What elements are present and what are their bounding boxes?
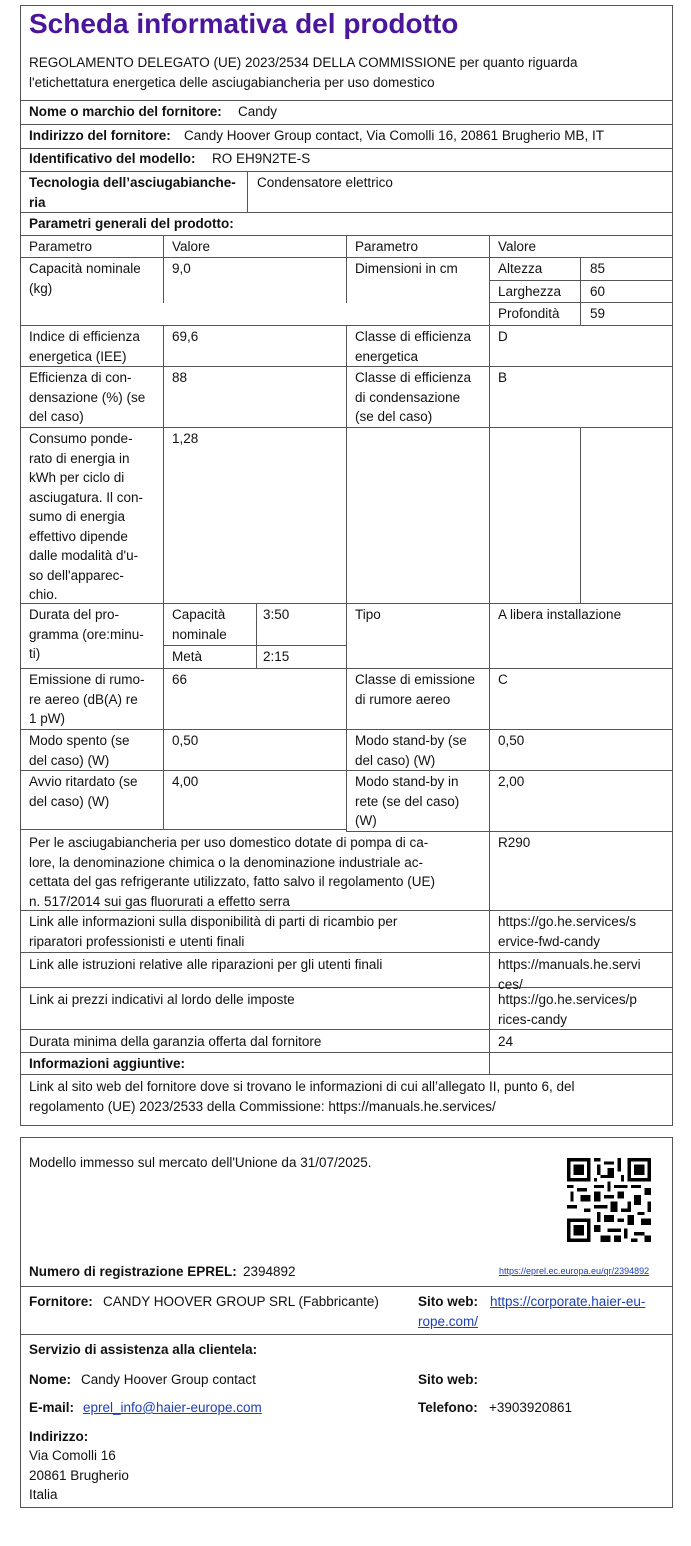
capacity-value: 9,0 bbox=[172, 261, 191, 276]
duration-full-label: Capacità nominale bbox=[172, 607, 227, 642]
supplier-website-link[interactable]: https://corporate.haier-eu- rope.com/ bbox=[418, 1294, 646, 1329]
standby-label: Modo stand-by (se del caso) (W) bbox=[355, 733, 467, 768]
additional-info-text: Link al sito web del fornitore dove si trovano le informazioni di cui all’allegato II, punto 6, del regolamento (UE) 2023/2533 della Commissione: https://manuals.he.services/ bbox=[29, 1079, 575, 1114]
width-label: Larghezza bbox=[498, 284, 562, 299]
supplier-address-value: Candy Hoover Group contact, Via Comolli 16, 20861 Brugherio MB, IT bbox=[184, 128, 604, 143]
supplier-website-label: Sito web: bbox=[418, 1294, 478, 1309]
type-label: Tipo bbox=[355, 607, 381, 622]
duration-full-value: 3:50 bbox=[263, 607, 290, 622]
dryer-technology-label: Tecnologia dell’asciugabianche- ria bbox=[29, 175, 236, 210]
service-address-value: Via Comolli 16 20861 Brugherio Italia bbox=[29, 1448, 129, 1502]
warranty-value: 24 bbox=[498, 1034, 514, 1049]
qr-code-icon bbox=[567, 1158, 651, 1242]
regulation-text: REGOLAMENTO DELEGATO (UE) 2023/2534 DELLA COMMISSIONE per quanto riguarda l'etichettatura energetica delle asciugabiancheria per uso domestico bbox=[29, 55, 578, 90]
depth-label: Profondità bbox=[498, 306, 560, 321]
height-label: Altezza bbox=[498, 261, 543, 276]
off-mode-value: 0,50 bbox=[172, 733, 199, 748]
col-header-param: Parametro bbox=[29, 239, 93, 254]
delay-start-label: Avvio ritardato (se del caso) (W) bbox=[29, 774, 138, 809]
model-id-value: RO EH9N2TE-S bbox=[212, 151, 311, 166]
condensation-efficiency-value: 88 bbox=[172, 370, 188, 385]
dimensions-label: Dimensioni in cm bbox=[355, 261, 458, 276]
service-phone-value: +3903920861 bbox=[489, 1400, 572, 1415]
network-standby-label: Modo stand-by in rete (se del caso) (W) bbox=[355, 774, 460, 828]
energy-consumption-label: Consumo ponde- rato di energia in kWh per ciclo di asciugatura. Il con- sumo di energia effettivo dipende dalle modalità d'u- so dell'apparec- chio. bbox=[29, 431, 144, 602]
indicative-prices-link[interactable]: https://go.he.services/p rices-candy bbox=[498, 992, 637, 1027]
service-name-label: Nome: bbox=[29, 1372, 72, 1387]
supplier-manufacturer-label: Fornitore: bbox=[29, 1294, 93, 1309]
energy-class-value: D bbox=[498, 329, 508, 344]
service-website-label: Sito web: bbox=[418, 1372, 478, 1387]
duration-half-label: Metà bbox=[172, 649, 203, 664]
depth-value: 59 bbox=[590, 306, 606, 321]
service-phone-label: Telefono: bbox=[418, 1400, 478, 1415]
eei-label: Indice di efficienza energetica (IEE) bbox=[29, 329, 140, 364]
supplier-name-label: Nome o marchio del fornitore: bbox=[29, 104, 222, 119]
noise-emission-label: Emissione di rumo- re aereo (dB(A) re 1 pW) bbox=[29, 672, 145, 726]
network-standby-value: 2,00 bbox=[498, 774, 525, 789]
type-value: A libera installazione bbox=[498, 607, 622, 622]
spare-parts-link[interactable]: https://go.he.services/s ervice-fwd-candy bbox=[498, 914, 637, 949]
condensation-efficiency-label: Efficienza di con- densazione (%) (se del caso) bbox=[29, 370, 146, 424]
col-header-value: Valore bbox=[172, 239, 211, 254]
col-header-param: Parametro bbox=[355, 239, 419, 254]
supplier-manufacturer-value: CANDY HOOVER GROUP SRL (Fabbricante) bbox=[103, 1294, 379, 1309]
condensation-class-value: B bbox=[498, 370, 508, 385]
energy-consumption-value: 1,28 bbox=[172, 431, 199, 446]
standby-value: 0,50 bbox=[498, 733, 525, 748]
height-value: 85 bbox=[590, 261, 606, 276]
dryer-technology-value: Condensatore elettrico bbox=[257, 175, 393, 190]
eei-value: 69,6 bbox=[172, 329, 199, 344]
off-mode-label: Modo spento (se del caso) (W) bbox=[29, 733, 130, 768]
supplier-address-label: Indirizzo del fornitore: bbox=[29, 128, 171, 143]
warranty-label: Durata minima della garanzia offerta dal fornitore bbox=[29, 1034, 322, 1049]
noise-class-label: Classe di emissione di rumore aereo bbox=[355, 672, 476, 707]
repair-instructions-label: Link alle istruzioni relative alle riparazioni per gli utenti finali bbox=[29, 957, 383, 972]
col-header-value: Valore bbox=[498, 239, 537, 254]
general-params-heading: Parametri generali del prodotto: bbox=[29, 216, 234, 231]
eprel-value: 2394892 bbox=[243, 1264, 296, 1279]
service-email-label: E-mail: bbox=[29, 1400, 75, 1415]
model-id-label: Identificativo del modello: bbox=[29, 151, 196, 166]
duration-half-value: 2:15 bbox=[263, 649, 290, 664]
service-name-value: Candy Hoover Group contact bbox=[81, 1372, 256, 1387]
program-duration-label: Durata del pro- gramma (ore:minu- ti) bbox=[29, 607, 144, 661]
noise-class-value: C bbox=[498, 672, 508, 687]
condensation-class-label: Classe di efficienza di condensazione (se del caso) bbox=[355, 370, 472, 424]
indicative-prices-label: Link ai prezzi indicativi al lordo delle imposte bbox=[29, 992, 295, 1007]
page-title: Scheda informativa del prodotto bbox=[29, 8, 459, 39]
energy-class-label: Classe di efficienza energetica bbox=[355, 329, 472, 364]
customer-service-heading: Servizio di assistenza alla clientela: bbox=[29, 1342, 258, 1357]
width-value: 60 bbox=[590, 284, 606, 299]
market-placement-text: Modello immesso sul mercato dell'Unione da 31/07/2025. bbox=[29, 1155, 372, 1170]
additional-info-heading: Informazioni aggiuntive: bbox=[29, 1056, 186, 1071]
supplier-name-value: Candy bbox=[238, 104, 278, 119]
eprel-link[interactable]: https://eprel.ec.europa.eu/qr/2394892 bbox=[499, 1266, 650, 1276]
eprel-label: Numero di registrazione EPREL: bbox=[29, 1264, 237, 1279]
repair-instructions-link[interactable]: https://manuals.he.servi ces/ bbox=[498, 957, 641, 992]
capacity-label: Capacità nominale (kg) bbox=[29, 261, 141, 296]
spare-parts-label: Link alle informazioni sulla disponibilità di parti di ricambio per riparatori professionisti e utenti finali bbox=[29, 914, 398, 949]
refrigerant-value: R290 bbox=[498, 835, 531, 850]
service-address-label: Indirizzo: bbox=[29, 1429, 89, 1444]
delay-start-value: 4,00 bbox=[172, 774, 199, 789]
refrigerant-label: Per le asciugabiancheria per uso domestico dotate di pompa di ca- lore, la denominazione chimica o la denominazione industriale ac- cettata del gas refrigerante utilizzato, fatto salvo il regolamento (UE) n. 517/2014 sui gas fluorurati a effetto serra bbox=[29, 835, 435, 909]
service-email-link[interactable]: eprel_info@haier-europe.com bbox=[83, 1400, 262, 1415]
noise-emission-value: 66 bbox=[172, 672, 188, 687]
